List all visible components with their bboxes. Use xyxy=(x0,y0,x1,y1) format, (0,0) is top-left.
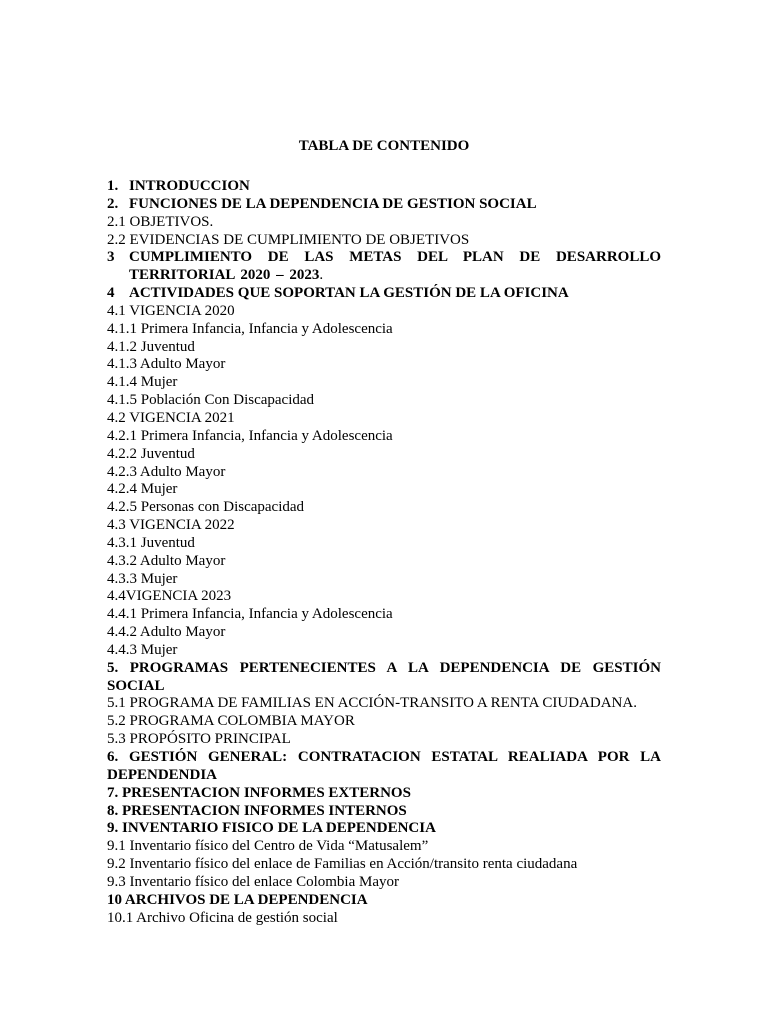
toc-entry-number: 4 xyxy=(107,285,115,302)
toc-entry-number: 2. xyxy=(107,195,119,212)
toc-entry-4-3: 4.3 VIGENCIA 2022 xyxy=(107,517,235,534)
toc-entry-7: 7. PRESENTACION INFORMES EXTERNOS xyxy=(107,784,411,801)
toc-entry-4-2-1: 4.2.1 Primera Infancia, Infancia y Adolescencia xyxy=(107,427,393,444)
toc-entry-4-2: 4.2 VIGENCIA 2021 xyxy=(107,409,235,426)
toc-entry-4-3-1: 4.3.1 Juventud xyxy=(107,534,195,551)
toc-entry-text-block xyxy=(129,249,661,285)
toc-entry-9-1: 9.1 Inventario físico del Centro de Vida “Matusalem” xyxy=(107,838,429,855)
toc-entry-4-1: 4.1 VIGENCIA 2020 xyxy=(107,302,235,319)
toc-title: TABLA DE CONTENIDO xyxy=(298,138,470,154)
toc-entry-9-2: 9.2 Inventario físico del enlace de Familias en Acción/transito renta ciudadana xyxy=(107,856,578,873)
toc-entry-4-2-4: 4.2.4 Mujer xyxy=(107,481,178,498)
toc-entry-4-4: 4.4VIGENCIA 2023 xyxy=(107,588,232,605)
toc-entry-4-1-4: 4.1.4 Mujer xyxy=(107,374,178,391)
toc-entry-10: 10 ARCHIVOS DE LA DEPENDENCIA xyxy=(107,891,368,908)
toc-entry-4-4-2: 4.4.2 Adulto Mayor xyxy=(107,624,226,641)
toc-entry-number: 3 xyxy=(107,249,115,266)
toc-entry-9-3: 9.3 Inventario físico del enlace Colombia Mayor xyxy=(107,873,399,890)
toc-entry-4-4-3: 4.4.3 Mujer xyxy=(107,641,178,658)
toc-entry-3 xyxy=(107,249,661,285)
toc-entry-4-2-3: 4.2.3 Adulto Mayor xyxy=(107,463,226,480)
toc-entry-text: FUNCIONES DE LA DEPENDENCIA DE GESTION SOCIAL xyxy=(129,195,537,212)
toc-entry-4-2-5: 4.2.5 Personas con Discapacidad xyxy=(107,499,305,516)
toc-entry-suffix: . xyxy=(319,267,324,284)
toc-entry-text: ACTIVIDADES QUE SOPORTAN LA GESTIÓN DE LA OFICINA xyxy=(129,285,569,302)
toc-entry-9: 9. INVENTARIO FISICO DE LA DEPENDENCIA xyxy=(107,820,436,837)
table-of-contents xyxy=(107,178,661,927)
toc-entry-6: 6. GESTIÓN GENERAL: CONTRATACION ESTATAL REALIADA POR LA DEPENDENDIA xyxy=(107,749,661,783)
toc-entry-4-4-1: 4.4.1 Primera Infancia, Infancia y Adolescencia xyxy=(107,606,393,623)
toc-entry-2-2: 2.2 EVIDENCIAS DE CUMPLIMIENTO DE OBJETIVOS xyxy=(107,231,470,248)
toc-entry-4-1-5: 4.1.5 Población Con Discapacidad xyxy=(107,392,315,409)
toc-entry-text: INTRODUCCION xyxy=(129,178,250,194)
toc-entry-4 xyxy=(107,285,661,303)
toc-entry-10-1: 10.1 Archivo Oficina de gestión social xyxy=(107,909,338,926)
toc-entry-5: 5. PROGRAMAS PERTENECIENTES A LA DEPENDENCIA DE GESTIÓN SOCIAL xyxy=(107,659,661,694)
toc-entry-4-1-3: 4.1.3 Adulto Mayor xyxy=(107,356,226,373)
toc-entry-5-2: 5.2 PROGRAMA COLOMBIA MAYOR xyxy=(107,713,355,730)
toc-entry-number: 1. xyxy=(107,178,119,194)
toc-entry-4-1-1: 4.1.1 Primera Infancia, Infancia y Adolescencia xyxy=(107,320,393,337)
toc-entry-2-1: 2.1 OBJETIVOS. xyxy=(107,213,214,230)
toc-entry-2 xyxy=(107,196,661,214)
toc-entry-4-2-2: 4.2.2 Juventud xyxy=(107,445,195,462)
toc-entry-4-1-2: 4.1.2 Juventud xyxy=(107,338,195,355)
toc-entry-4-3-2: 4.3.2 Adulto Mayor xyxy=(107,552,226,569)
toc-entry-5-3: 5.3 PROPÓSITO PRINCIPAL xyxy=(107,731,291,748)
toc-entry-4-3-3: 4.3.3 Mujer xyxy=(107,570,178,587)
toc-entry-8: 8. PRESENTACION INFORMES INTERNOS xyxy=(107,802,407,819)
toc-entry-5-1: 5.1 PROGRAMA DE FAMILIAS EN ACCIÓN-TRANSITO A RENTA CIUDADANA. xyxy=(107,695,637,712)
toc-entry-text: CUMPLIMIENTO DE LAS METAS DEL PLAN DE DESARROLLO TERRITORIAL 2020 – 2023 xyxy=(129,249,661,284)
toc-entry-1 xyxy=(107,178,661,196)
